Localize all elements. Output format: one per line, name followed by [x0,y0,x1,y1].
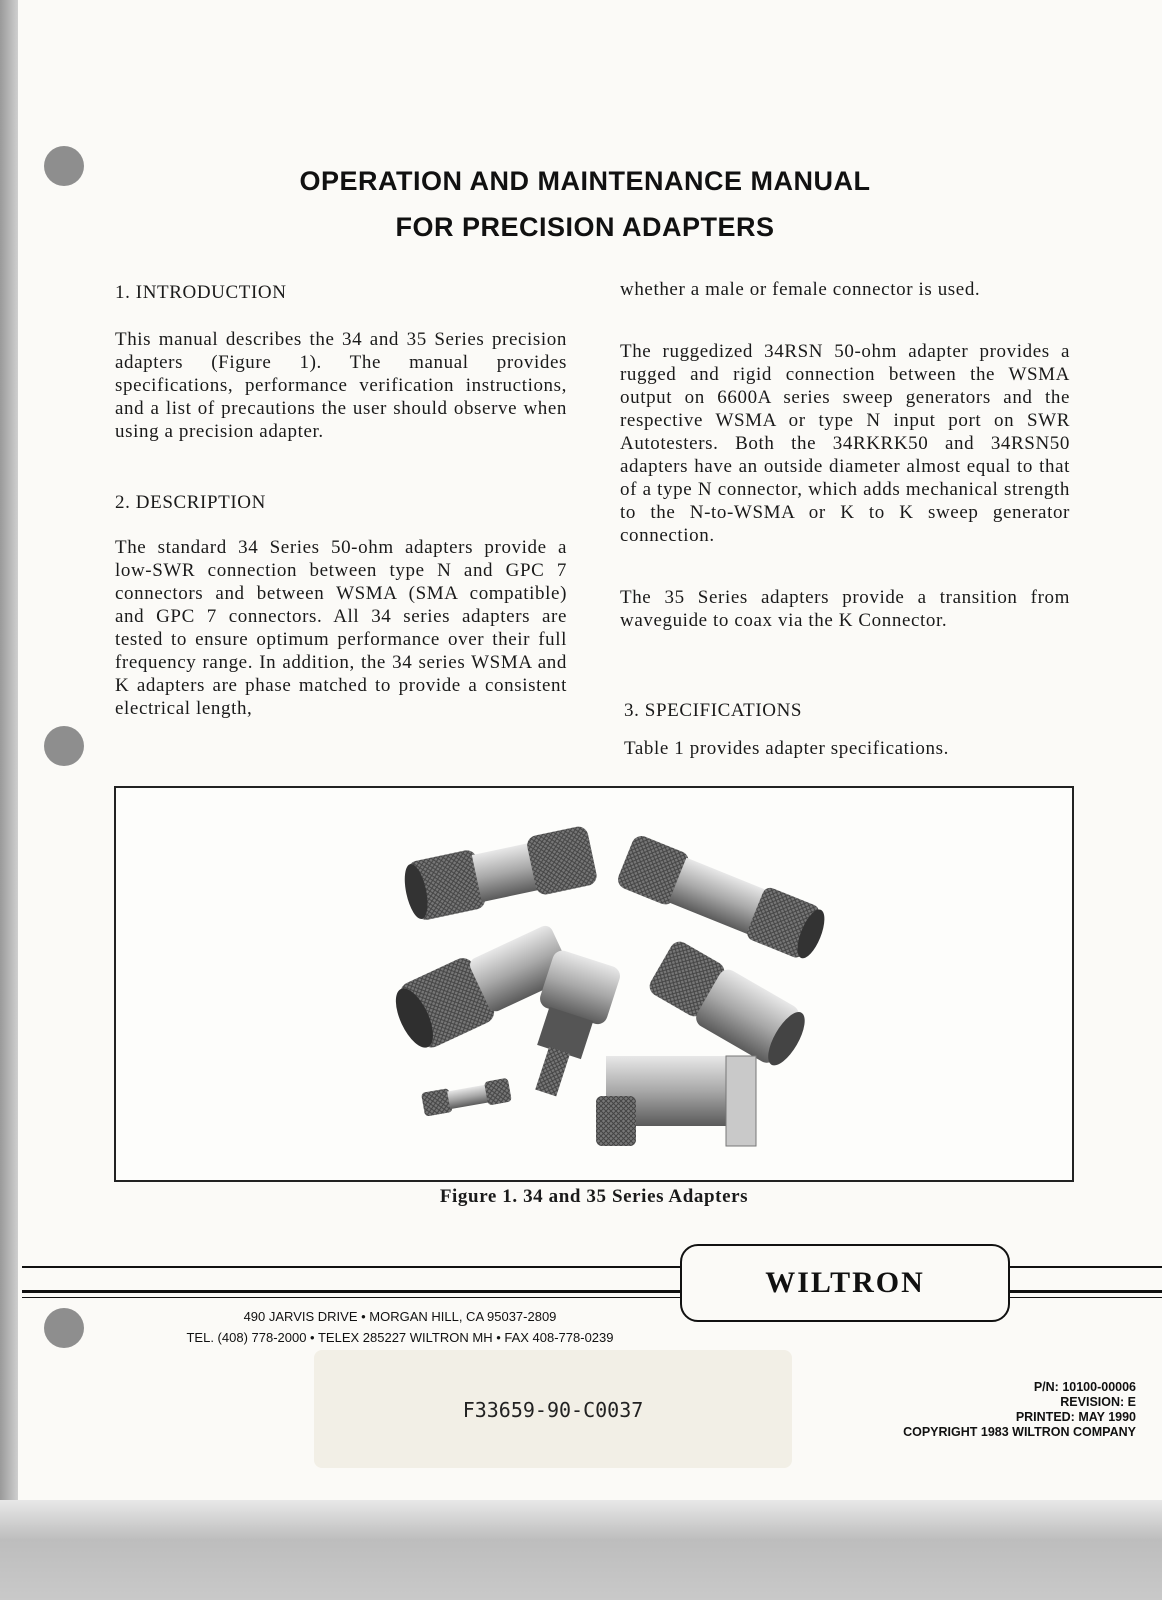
binder-hole [44,146,84,186]
series35-paragraph: The 35 Series adapters provide a transition from waveguide to coax via the K Connector. [620,587,1070,631]
footer-rule [1010,1290,1162,1293]
adapter-small-k [421,1078,512,1117]
binder-hole [44,1308,84,1348]
document-info [903,1380,1136,1440]
specifications-paragraph: Table 1 provides adapter specifications. [624,738,949,759]
scan-bottom-edge [0,1500,1162,1600]
adapter-ruggedized [615,833,831,964]
intro-heading: 1. INTRODUCTION [115,282,287,303]
wiltron-logo [680,1244,1010,1322]
page-title: OPERATION AND MAINTENANCE MANUAL [299,166,871,196]
footer-rule [1010,1297,1162,1298]
logo-text: WILTRON [765,1266,925,1299]
specifications-heading: 3. SPECIFICATIONS [624,700,803,721]
copyright: COPYRIGHT 1983 WILTRON COMPANY [903,1425,1136,1439]
adapters-photo-illustration [116,788,1072,1180]
description-continued: whether a male or female connector is used. [620,279,981,300]
contract-number: F33659-90-C0037 [462,1398,644,1422]
description-paragraph: The standard 34 Series 50-ohm adapters provide a low-SWR connection between type N and GPC 7 connectors and between WSMA (SMA compatible) and GPC 7 connectors. All 34 series adapters are tested to ensure optimum performance over their full frequency range. In addition, the 34 series WSMA and K adapters are phase matched to provide a consistent electrical length, [115,537,567,719]
adapter-waveguide-35 [596,1056,756,1146]
ruggedized-paragraph: The ruggedized 34RSN 50-ohm adapter provides a rugged and rigid connection between the WSMA output on 6600A series sweep generators and the respective WSMA or type N input port on SWR Autotesters. Both the 34RKRK50 and 34RSN50 adapters have an outside diameter almost equal to that of a type N connector, which adds mechanical strength to the N-to-WSMA or K to K sweep generator connection. [620,341,1070,546]
footer-rule [22,1266,682,1268]
company-contact: TEL. (408) 778-2000 • TELEX 285227 WILTRON MH • FAX 408-778-0239 [186,1330,614,1345]
adapter-n-to-n [400,825,598,923]
company-address: 490 JARVIS DRIVE • MORGAN HILL, CA 95037-2809 [243,1309,557,1324]
part-number: P/N: 10100-00006 [1033,1380,1136,1394]
binder-hole [44,726,84,766]
footer-rule [22,1297,682,1298]
revision: REVISION: E [1060,1395,1136,1409]
adapter-k-to-gpc7 [644,938,813,1072]
description-heading: 2. DESCRIPTION [115,492,266,513]
figure-caption: Figure 1. 34 and 35 Series Adapters [439,1186,749,1207]
footer-rule [22,1290,682,1293]
intro-paragraph: This manual describes the 34 and 35 Series precision adapters (Figure 1). The manual provides specifications, performance verification instructions, and a list of precautions the user should observe when using a precision adapter. [115,329,567,442]
footer-rule [1010,1266,1162,1268]
page-subtitle: FOR PRECISION ADAPTERS [395,212,775,242]
scan-left-edge [0,0,18,1600]
figure-1-photo [114,786,1074,1182]
printed-date: PRINTED: MAY 1990 [1015,1410,1136,1424]
